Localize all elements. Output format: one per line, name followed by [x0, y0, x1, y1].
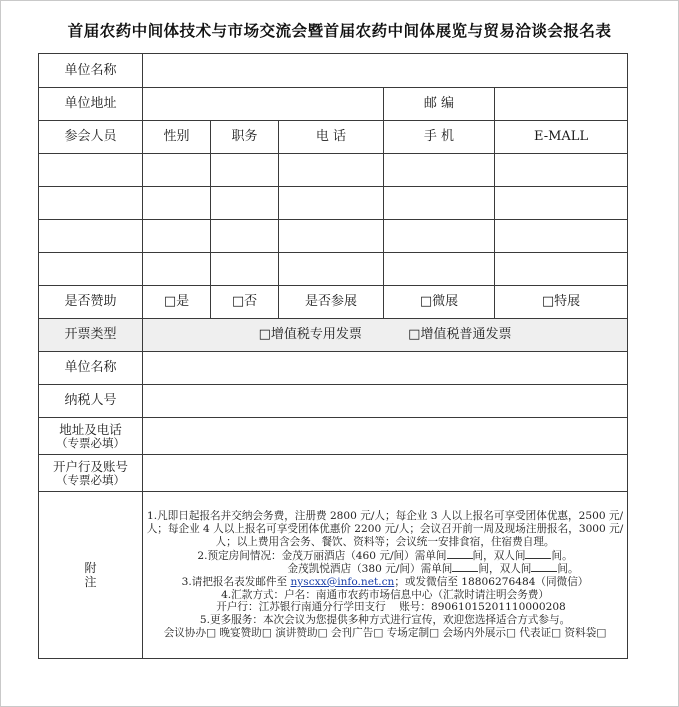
postcode-field[interactable]	[495, 88, 628, 121]
mobile-header: 手 机	[384, 121, 495, 154]
note-3-line	[143, 576, 627, 589]
invoice-special-checkbox[interactable]: □增值税专用发票	[258, 327, 362, 343]
taxpayer-field[interactable]	[143, 385, 628, 418]
address-phone-label: 地址及电话	[59, 421, 122, 437]
note-1-line-2: 人；每企业 4 人以上报名可享受团体优惠价 2200 元/人；会议召开前一周及现场注册报名，3000 元/	[146, 523, 624, 536]
phone-header: 电 话	[279, 121, 384, 154]
attendee-row	[39, 253, 628, 286]
unit-name-label: 单位名称	[39, 54, 143, 88]
attendee-cell[interactable]	[279, 187, 384, 220]
notes-label-cell	[39, 492, 143, 659]
attendee-cell[interactable]	[384, 220, 495, 253]
note-3-suffix: ；或发微信至 18806276484（同微信）	[394, 576, 589, 588]
bank-account-field[interactable]	[143, 455, 628, 492]
attendee-cell[interactable]	[39, 220, 143, 253]
unit-name-field[interactable]	[143, 54, 628, 88]
billing-unit-field[interactable]	[143, 352, 628, 385]
notes-content	[143, 492, 628, 659]
note-2-end-1: 间。	[551, 549, 573, 562]
attendee-cell[interactable]	[39, 253, 143, 286]
attendee-row	[39, 154, 628, 187]
address-phone-row	[39, 418, 628, 455]
attendee-header-row	[39, 121, 628, 154]
exhibit-special-checkbox[interactable]: □特展	[495, 286, 628, 319]
note-2-hotel-1: 2.预定房间情况：金茂万丽酒店（460 元/间）需单间	[197, 549, 447, 562]
address-phone-label-cell	[39, 418, 143, 455]
invoice-type-label: 开票类型	[39, 319, 143, 352]
unit-address-row	[39, 88, 628, 121]
attendee-cell[interactable]	[495, 154, 628, 187]
note-3-prefix: 3.请把报名表发邮件至	[181, 576, 291, 588]
note-4-line-1: 4.汇款方式：户名：南通市农药市场信息中心（汇款时请注明会务费）	[221, 588, 549, 601]
billing-unit-label: 单位名称	[39, 352, 143, 385]
attendee-cell[interactable]	[384, 154, 495, 187]
attendee-cell[interactable]	[143, 154, 211, 187]
note-4-account: 账号：89061015201110000208	[399, 601, 566, 614]
invoice-type-row	[39, 319, 628, 352]
note-2-double-2: 间，双人间	[478, 563, 532, 576]
attendee-row	[39, 220, 628, 253]
attendee-cell[interactable]	[143, 187, 211, 220]
note-1-line-1: 1.凡即日起报名并交纳会务费，注册费 2800 元/人；每企业 3 人以上报名可享受团体优惠，2500 元/	[146, 510, 624, 523]
attendee-cell[interactable]	[279, 253, 384, 286]
gender-header: 性别	[143, 121, 211, 154]
bank-account-note: （专票必填）	[56, 472, 125, 487]
attendee-cell[interactable]	[143, 253, 211, 286]
email-header: E-MALL	[495, 121, 628, 154]
attendee-cell[interactable]	[279, 220, 384, 253]
attendee-cell[interactable]	[384, 187, 495, 220]
attendee-cell[interactable]	[39, 154, 143, 187]
page-title: 首届农药中间体技术与市场交流会暨首届农药中间体展览与贸易洽谈会报名表	[67, 22, 612, 40]
unit-address-label: 单位地址	[39, 88, 143, 121]
notes-label-1: 附	[84, 560, 97, 575]
attendee-cell[interactable]	[211, 220, 279, 253]
attendee-cell[interactable]	[211, 253, 279, 286]
attendee-cell[interactable]	[211, 187, 279, 220]
position-header: 职务	[211, 121, 279, 154]
sponsor-label: 是否赞助	[39, 286, 143, 319]
taxpayer-row	[39, 385, 628, 418]
note-1-line-3: 人；以上费用含会务、餐饮、资料等；会议统一安排食宿，住宿费自理。	[215, 535, 555, 548]
note-4-bank: 开户行：江苏银行南通分行学田支行	[216, 601, 386, 614]
attendee-row	[39, 187, 628, 220]
double-room-blank-2[interactable]	[531, 562, 557, 572]
exhibit-paid-checkbox[interactable]: □微展	[384, 286, 495, 319]
note-2-double-1: 间，双人间	[472, 549, 526, 562]
attendee-cell[interactable]	[495, 187, 628, 220]
taxpayer-label: 纳税人号	[39, 385, 143, 418]
billing-unit-row	[39, 352, 628, 385]
postcode-label: 邮 编	[384, 88, 495, 121]
note-5-line-1: 5.更多服务：本次会议为您提供多种方式进行宣传，欢迎您选择适合方式参与。	[199, 614, 571, 627]
note-2-hotel-2: 金茂凯悦酒店（380 元/间）需单间	[287, 563, 453, 576]
sponsor-no-checkbox[interactable]: □否	[211, 286, 279, 319]
sponsor-yes-checkbox[interactable]: □是	[143, 286, 211, 319]
note-4-line-2	[143, 601, 627, 614]
registration-email-link[interactable]: nyscxx@info.net.cn	[290, 576, 395, 588]
bank-account-row	[39, 455, 628, 492]
attendee-cell[interactable]	[495, 220, 628, 253]
notes-label-2: 注	[84, 575, 97, 589]
invoice-normal-checkbox[interactable]: □增值税普通发票	[408, 327, 512, 343]
registration-form-table	[38, 53, 628, 659]
invoice-type-options	[143, 319, 628, 352]
single-room-blank-1[interactable]	[447, 549, 473, 559]
note-5-line-2: 会议协办□ 晚宴赞助□ 演讲赞助□ 会刊广告□ 专场定制□ 会场内外展示□ 代表证□ 资料袋□	[163, 626, 607, 639]
attendee-cell[interactable]	[495, 253, 628, 286]
attendee-cell[interactable]	[143, 220, 211, 253]
notes-row	[39, 492, 628, 659]
attendee-cell[interactable]	[384, 253, 495, 286]
unit-address-field[interactable]	[143, 88, 384, 121]
address-phone-note: （专票必填）	[56, 435, 125, 450]
bank-account-label: 开户行及账号	[52, 458, 128, 474]
single-room-blank-2[interactable]	[452, 562, 478, 572]
exhibit-label: 是否参展	[279, 286, 384, 319]
bank-account-label-cell	[39, 455, 143, 492]
note-2-line-2	[143, 562, 627, 576]
attendee-cell[interactable]	[279, 154, 384, 187]
note-2-end-2: 间。	[557, 563, 579, 576]
attendee-header: 参会人员	[39, 121, 143, 154]
unit-name-row	[39, 54, 628, 88]
note-2-line-1	[143, 549, 627, 563]
address-phone-field[interactable]	[143, 418, 628, 455]
attendee-cell[interactable]	[211, 154, 279, 187]
attendee-cell[interactable]	[39, 187, 143, 220]
sponsor-row	[39, 286, 628, 319]
double-room-blank-1[interactable]	[525, 549, 551, 559]
